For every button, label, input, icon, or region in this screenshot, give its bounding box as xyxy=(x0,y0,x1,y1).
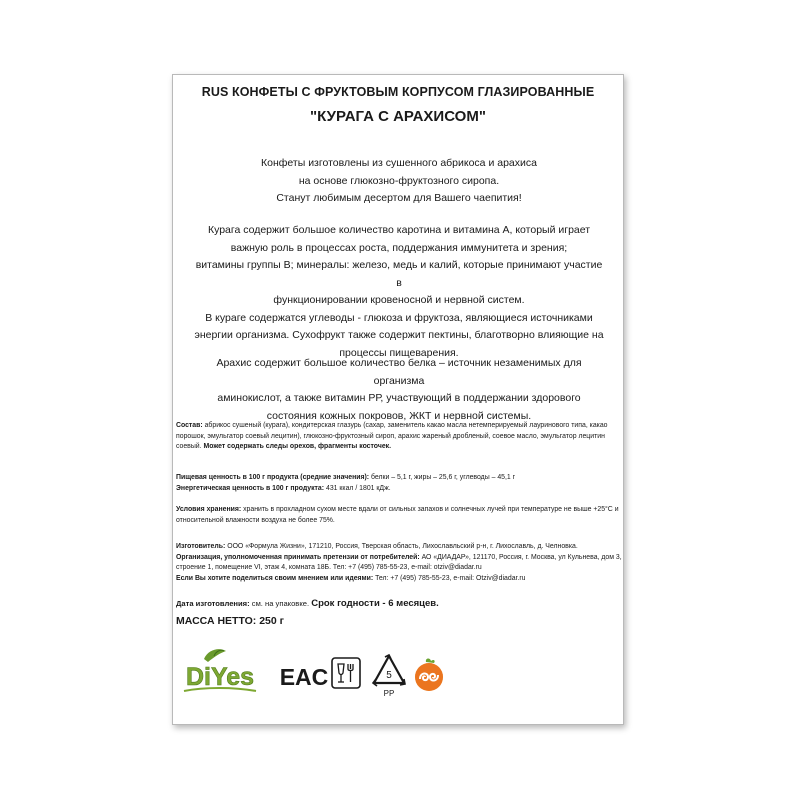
product-name-heading: "КУРАГА С АРАХИСОМ" xyxy=(310,108,486,125)
composition-text: абрикос сушеный (курага), кондитерская глазурь (сахар, заменитель какао масла нетемперируемый лауринового типа, какао порошок, эмульгатор соевый лецитин), глюкозно-фруктозный сироп, арахис жареный дробленый, соевое масло, эмульгатор лецитин соевый. xyxy=(176,422,608,450)
eac-mark xyxy=(279,663,329,690)
recycle-pp-icon xyxy=(371,653,407,699)
allergen-warning: Может содержать следы орехов, фрагменты косточек. xyxy=(203,443,392,450)
storage-text: хранить в прохладном сухом месте вдали от сильных запахов и солнечных лучей при температуре не выше +25°С и относительной влажности воздуха не более 75%. xyxy=(176,506,619,524)
date-line xyxy=(176,598,439,609)
manufacturer-section xyxy=(176,542,622,584)
peanut-description xyxy=(193,355,605,425)
claims-line xyxy=(176,553,622,574)
apricot-line: В кураге содержатся углеводы - глюкоза и фруктоза, являющиеся источниками xyxy=(205,311,593,324)
energy-values: 431 ккал / 1801 кДж. xyxy=(325,484,391,492)
diyes-logo xyxy=(174,647,266,697)
apricot-description xyxy=(193,222,605,362)
svg-text:PP: PP xyxy=(383,689,395,698)
claims-text: АО «ДИАДАР», 121170, Россия, г. Москва, ул Кульнева, дом 3, строение 1, помещение VI, этаж 4, комната 18Б. Тел: +7 (495) 785-55-23, e-mail: otziv@diadar.ru xyxy=(176,553,622,571)
manufacturer-text: ООО «Формула Жизни», 171210, Россия, Тверская область, Лихославльский р-н, г. Лихославль, д. Челновка. xyxy=(227,543,578,550)
date-text: см. на упаковке. xyxy=(251,599,310,608)
diyes-wordmark: DiYes xyxy=(185,663,255,691)
feedback-text: Тел: +7 (495) 785-55-23, e-mail: Otziv@diadar.ru xyxy=(375,574,526,582)
manufacturer-label: Изготовитель: xyxy=(176,543,226,550)
product-type-heading: RUS КОНФЕТЫ С ФРУКТОВЫМ КОРПУСОМ ГЛАЗИРОВАННЫЕ xyxy=(201,85,595,99)
feedback-line xyxy=(176,574,622,585)
apricot-line: витамины группы В; минералы: железо, медь и калий, которые принимают участие в xyxy=(195,259,603,289)
date-label: Дата изготовления: xyxy=(176,599,250,608)
apricot-line: функционировании кровеносной и нервной систем. xyxy=(273,294,525,306)
nutrition-values: белки – 5,1 г, жиры – 25,6 г, углеводы – 45,1 г xyxy=(371,474,516,481)
net-mass: МАССА НЕТТО: 250 г xyxy=(176,615,285,627)
nutrition-label: Пищевая ценность в 100 г продукта (средние значения): xyxy=(176,474,370,481)
apricot-line: Курага содержит большое количество каротина и витамина А, который играет xyxy=(207,224,591,236)
feedback-label: Если Вы хотите поделиться своим мнением или идеями: xyxy=(176,574,374,582)
shelf-life: Срок годности - 6 месяцев. xyxy=(311,598,439,609)
svg-text:EAC: EAC xyxy=(279,664,329,690)
intro-line: Конфеты изготовлены из сушенного абрикоса и арахиса xyxy=(261,157,537,169)
storage-label: Условия хранения: xyxy=(176,506,242,513)
peanut-line: аминокислот, а также витамин РР, участвующий в поддержании здорового xyxy=(217,392,581,404)
product-label xyxy=(172,74,624,725)
diadar-logo xyxy=(411,658,447,692)
intro-line: на основе глюкозно-фруктозного сиропа. xyxy=(298,174,500,187)
apricot-line: энергии организма. Сухофрукт также содержит пектины, благотворно влияющие на xyxy=(194,329,604,341)
apricot-line: процессы пищеварения. xyxy=(339,346,459,359)
glass-fork-icon xyxy=(331,657,361,689)
apricot-line: важную роль в процессах роста, поддержания иммунитета и зрения; xyxy=(230,241,568,254)
svg-text:5: 5 xyxy=(386,670,392,681)
energy-label: Энергетическая ценность в 100 г продукта: xyxy=(176,484,325,492)
logo-row xyxy=(173,635,623,715)
composition-section xyxy=(176,421,622,453)
storage-section xyxy=(176,505,622,526)
energy-line xyxy=(176,484,622,495)
intro-text xyxy=(193,155,605,208)
claims-label: Организация, уполномоченная принимать претензии от потребителей: xyxy=(176,553,420,561)
nutrition-line xyxy=(176,473,622,484)
peanut-line: Арахис содержит большое количество белка – источник незаменимых для организма xyxy=(216,357,582,387)
composition-label: Состав: xyxy=(176,422,203,429)
manufacturer-line xyxy=(176,542,622,553)
intro-line: Станут любимым десертом для Вашего чаепития! xyxy=(276,192,522,204)
peanut-line: состояния кожных покровов, ЖКТ и нервной системы. xyxy=(266,409,532,422)
nutrition-section xyxy=(176,473,622,494)
